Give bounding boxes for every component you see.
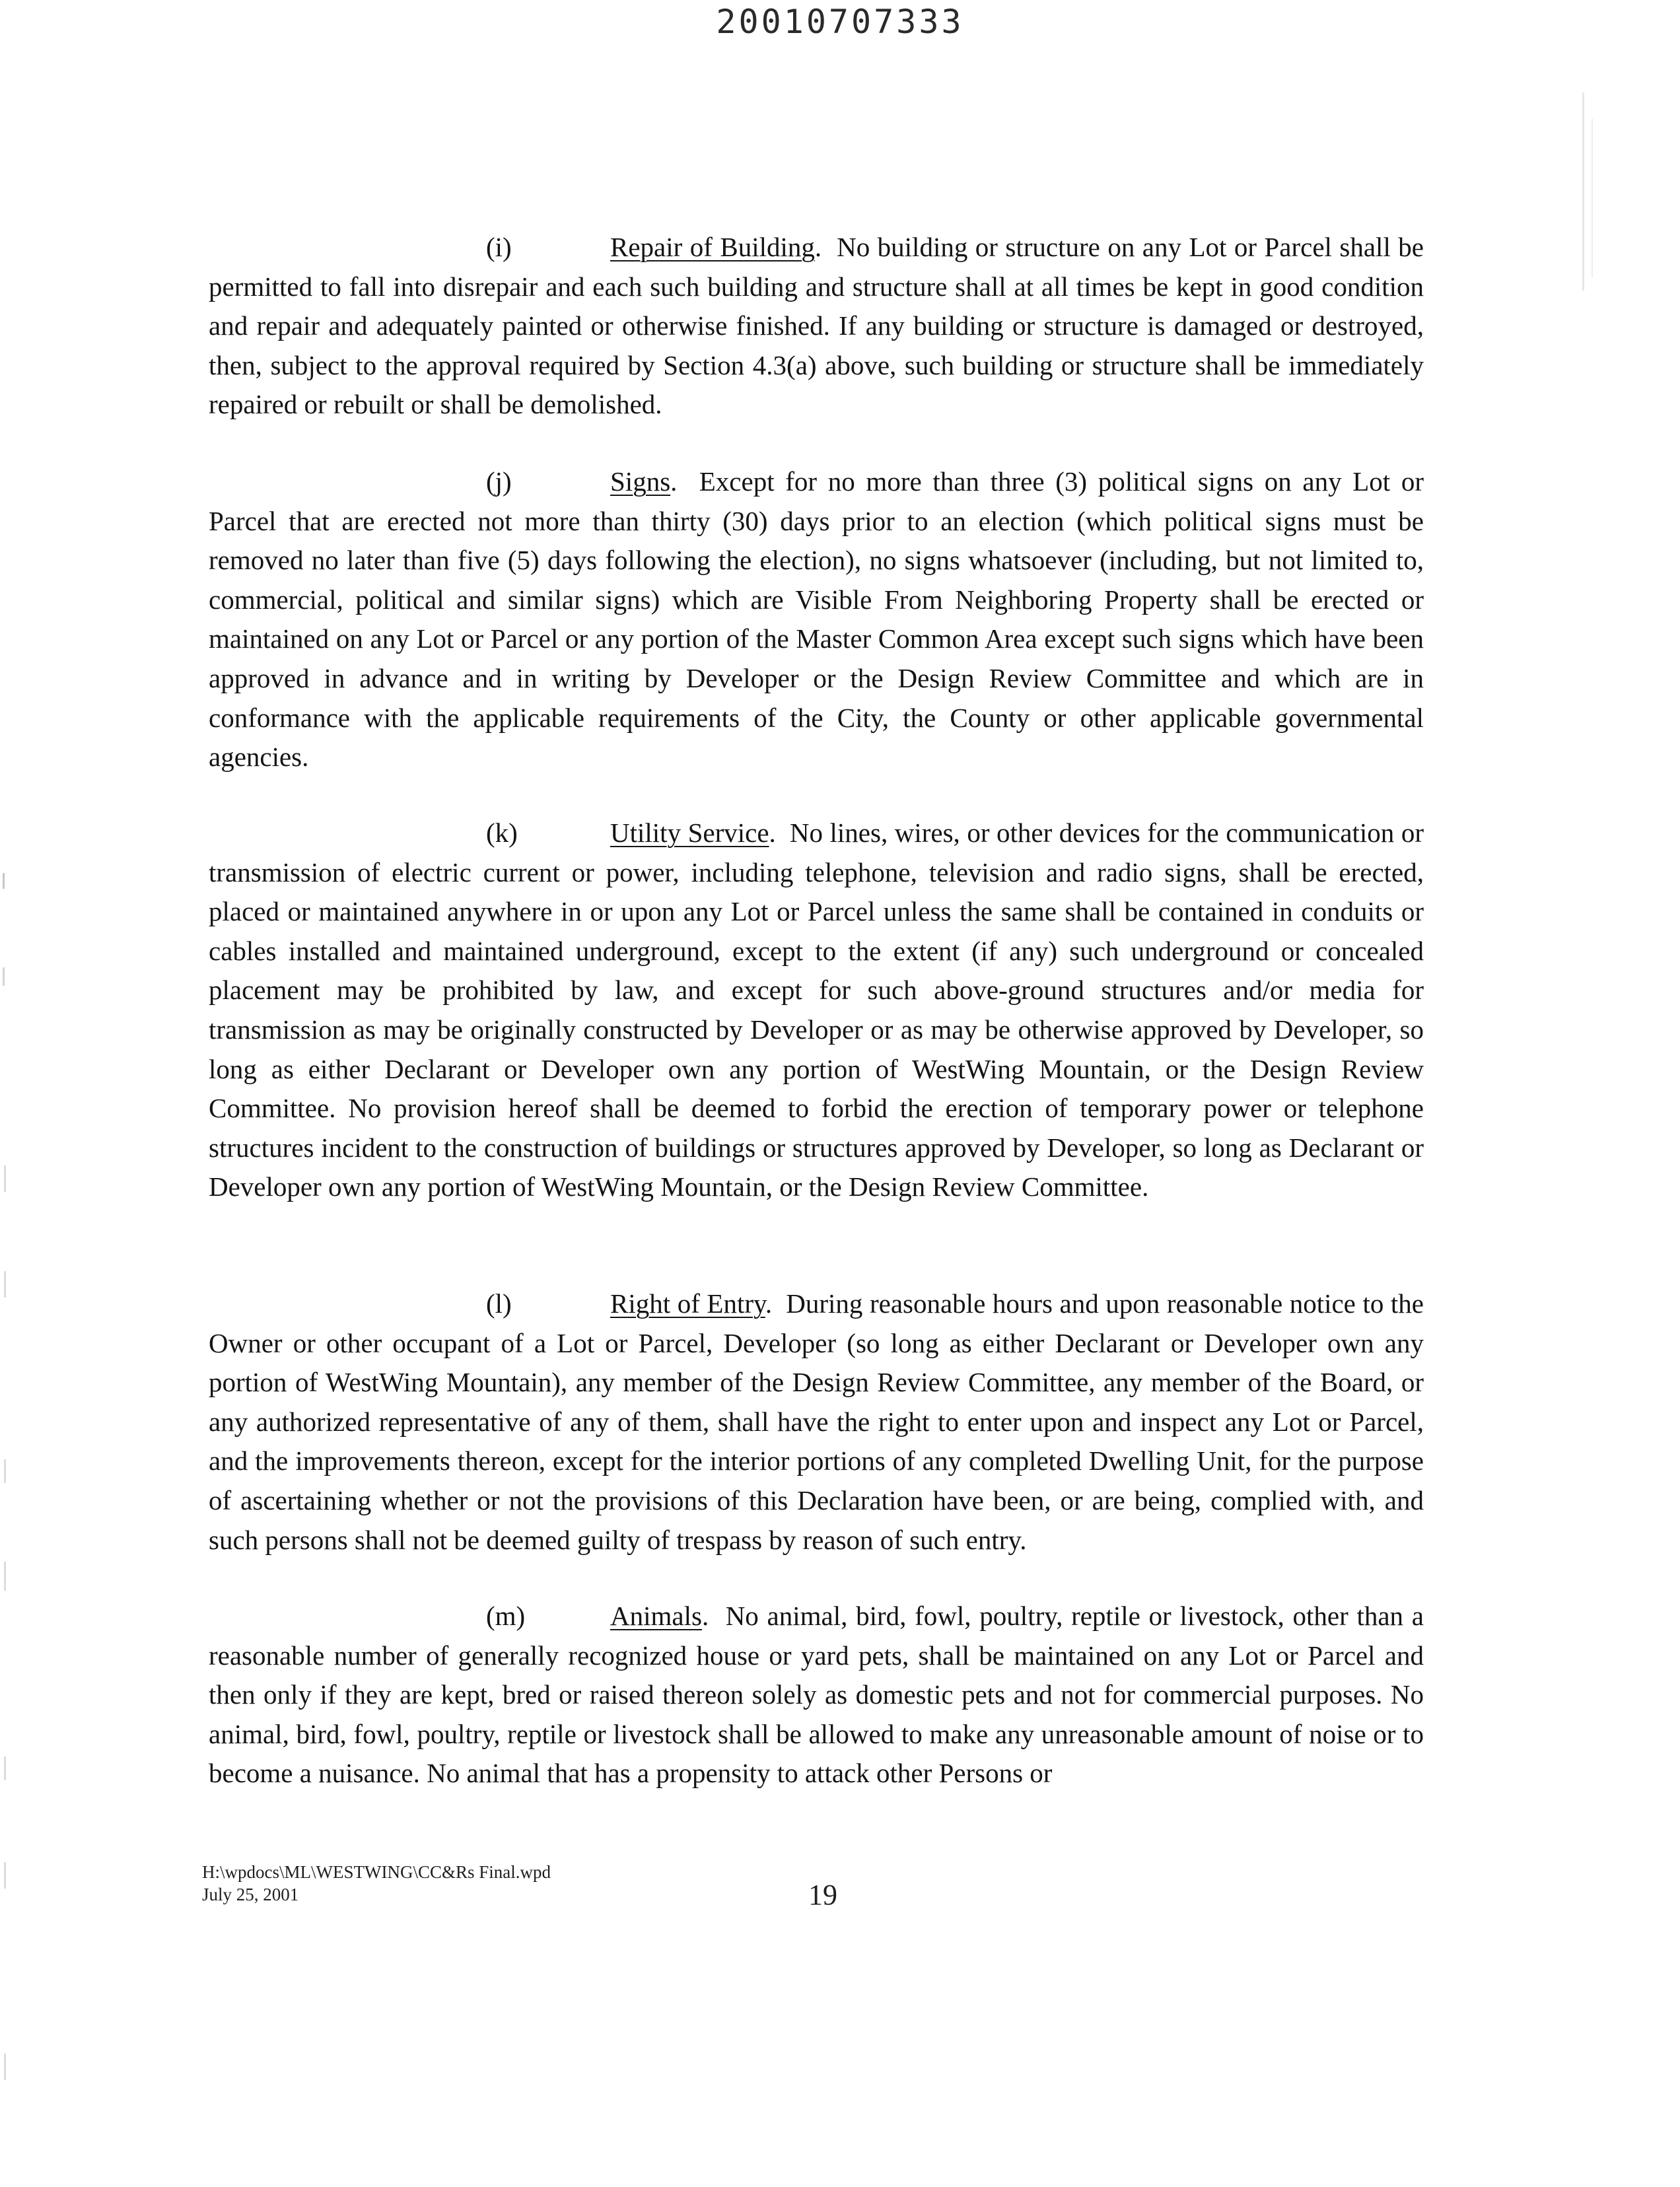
scan-speck (4, 2054, 6, 2080)
paragraph-j: (j) Signs. Except for no more than three (3) political signs on any Lot or Parcel that are erected not more than thirty (30) days prior to an election (which political signs must be removed no later than five (5) days following the election), no signs whatsoever (including, but not limited to, commercial, political and similar signs) which are Visible From Neighboring Property shall be erected or maintained on any Lot or Parcel or any portion of the Master Common Area except such signs which have been approved in advance and in writing by Developer or the Design Review Committee and which are in conformance with the applicable requirements of the City, the County or other applicable governmental agencies. (209, 462, 1424, 777)
paragraph-marker: (j) (486, 466, 512, 497)
scan-speck (3, 873, 5, 889)
paragraph-text: No lines, wires, or other devices for the communication or transmission of electric current or power, including telephone, television and radio signs, shall be erected, placed or maintained anywhere in or upon any Lot or Parcel unless the same shall be contained in conduits or cables installed and maintained underground, except to the extent (if any) such underground or concealed placement may be prohibited by law, and except for such above-ground structures and/or media for transmission as may be originally constructed by Developer or as may be otherwise approved by Developer, so long as either Declarant or Developer own any portion of WestWing Mountain, or the Design Review Committee. No provision hereof shall be deemed to forbid the erection of temporary power or telephone structures incident to the construction of buildings or structures approved by Developer, so long as Declarant or Developer own any portion of WestWing Mountain, or the Design Review Committee. (209, 817, 1424, 1202)
paragraph-marker: (k) (486, 817, 518, 848)
document-number: 20010707333 (716, 3, 964, 41)
page-number: 19 (808, 1879, 837, 1911)
footer-file-path: H:\wpdocs\ML\WESTWING\CC&Rs Final.wpd (202, 1862, 551, 1882)
paragraph-heading: Signs (610, 466, 671, 497)
paragraph-text: Except for no more than three (3) political signs on any Lot or Parcel that are erected not more than thirty (30) days prior to an election (which political signs must be removed no later than five (5) days following the election), no signs whatsoever (including, but not limited to, commercial, political and similar signs) which are Visible From Neighboring Property shall be erected or maintained on any Lot or Parcel or any portion of the Master Common Area except such signs which have been approved in advance and in writing by Developer or the Design Review Committee and which are in conformance with the applicable requirements of the City, the County or other applicable governmental agencies. (209, 466, 1424, 773)
paragraph-i: (i) Repair of Building. No building or structure on any Lot or Parcel shall be permitted to fall into disrepair and each such building and structure shall at all times be kept in good condition and repair and adequately painted or otherwise finished. If any building or structure is damaged or destroyed, then, subject to the approval required by Section 4.3(a) above, such building or structure shall be immediately repaired or rebuilt or shall be demolished. (209, 228, 1424, 425)
scan-speck (4, 1271, 6, 1298)
paragraph-heading: Repair of Building (610, 232, 815, 262)
scan-speck (4, 1862, 6, 1889)
paragraph-heading: Utility Service (610, 817, 769, 848)
paragraph-marker: (l) (486, 1288, 512, 1319)
paragraph-k: (k) Utility Service. No lines, wires, or other devices for the communication or transmission of electric current or power, including telephone, television and radio signs, shall be erected, placed or maintained anywhere in or upon any Lot or Parcel unless the same shall be contained in conduits or cables installed and maintained underground, except to the extent (if any) such underground or concealed placement may be prohibited by law, and except for such above-ground structures and/or media for transmission as may be originally constructed by Developer or as may be otherwise approved by Developer, so long as either Declarant or Developer own any portion of WestWing Mountain, or the Design Review Committee. No provision hereof shall be deemed to forbid the erection of temporary power or telephone structures incident to the construction of buildings or structures approved by Developer, so long as Declarant or Developer own any portion of WestWing Mountain, or the Design Review Committee. (209, 814, 1424, 1207)
scan-speck (4, 1562, 6, 1591)
paragraph-text: No animal, bird, fowl, poultry, reptile or livestock, other than a reasonable number of generally recognized house or yard pets, shall be maintained on any Lot or Parcel and then only if they are kept, bred or raised thereon solely as domestic pets and not for commercial purposes. No animal, bird, fowl, poultry, reptile or livestock shall be allowed to make any unreasonable amount of noise or to become a nuisance. No animal that has a propensity to attack other Persons or (209, 1601, 1424, 1789)
footer-date: July 25, 2001 (202, 1885, 299, 1904)
scan-speck (3, 967, 5, 986)
paragraph-text: During reasonable hours and upon reasonable notice to the Owner or other occupant of a Lot or Parcel, Developer (so long as either Declarant or Developer own any portion of WestWing Mountain), any member of the Design Review Committee, any member of the Board, or any authorized representative of any of them, shall have the right to enter upon and inspect any Lot or Parcel, and the improvements thereon, except for the interior portions of any completed Dwelling Unit, for the purpose of ascertaining whether or not the provisions of this Declaration have been, or are being, complied with, and such persons shall not be deemed guilty of trespass by reason of such entry. (209, 1288, 1424, 1555)
scan-speck (1582, 92, 1584, 291)
paragraph-heading: Right of Entry (610, 1288, 765, 1319)
footer-file-info (202, 1861, 551, 1906)
scan-speck (4, 1165, 6, 1192)
paragraph-m: (m) Animals. No animal, bird, fowl, poultry, reptile or livestock, other than a reasonable number of generally recognized house or yard pets, shall be maintained on any Lot or Parcel and then only if they are kept, bred or raised thereon solely as domestic pets and not for commercial purposes. No animal, bird, fowl, poultry, reptile or livestock shall be allowed to make any unreasonable amount of noise or to become a nuisance. No animal that has a propensity to attack other Persons or (209, 1597, 1424, 1793)
paragraph-marker: (m) (486, 1601, 526, 1631)
scan-speck (4, 1756, 6, 1780)
paragraph-heading: Animals (610, 1601, 702, 1631)
paragraph-text: No building or structure on any Lot or Parcel shall be permitted to fall into disrepair and each such building and structure shall at all times be kept in good condition and repair and adequately painted or otherwise finished. If any building or structure is damaged or destroyed, then, subject to the approval required by Section 4.3(a) above, such building or structure shall be immediately repaired or rebuilt or shall be demolished. (209, 232, 1424, 420)
scan-speck (4, 1459, 6, 1483)
paragraph-marker: (i) (486, 232, 512, 262)
paragraph-l: (l) Right of Entry. During reasonable hours and upon reasonable notice to the Owner or other occupant of a Lot or Parcel, Developer (so long as either Declarant or Developer own any portion of WestWing Mountain), any member of the Design Review Committee, any member of the Board, or any authorized representative of any of them, shall have the right to enter upon and inspect any Lot or Parcel, and the improvements thereon, except for the interior portions of any completed Dwelling Unit, for the purpose of ascertaining whether or not the provisions of this Declaration have been, or are being, complied with, and such persons shall not be deemed guilty of trespass by reason of such entry. (209, 1284, 1424, 1560)
scan-speck (1592, 119, 1593, 277)
